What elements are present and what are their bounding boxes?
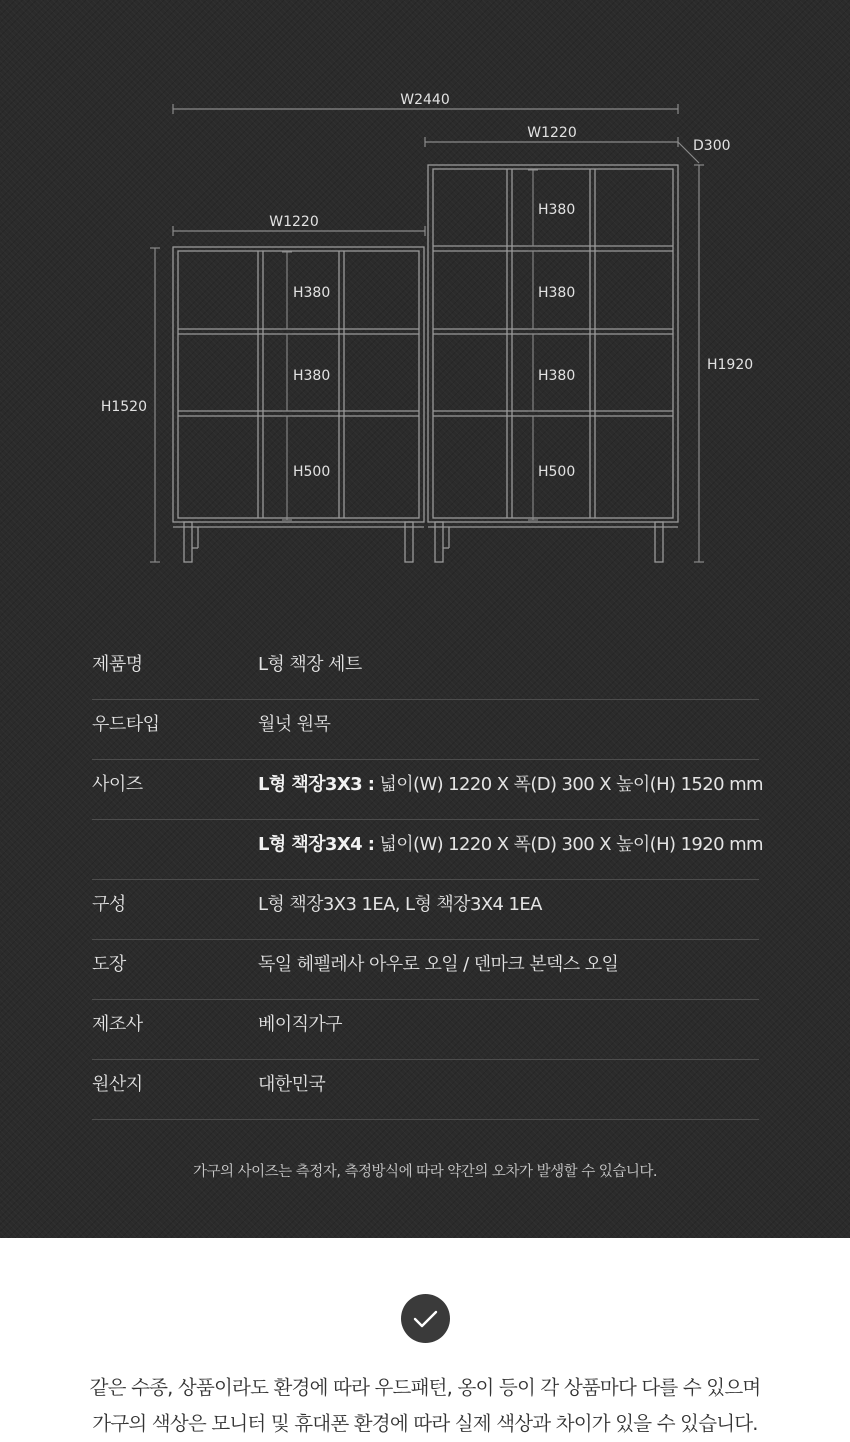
spec-row bbox=[92, 940, 759, 1000]
size-tolerance-note: 가구의 사이즈는 측정자, 측정방식에 따라 약간의 오차가 발생할 수 있습니다. bbox=[193, 1164, 657, 1180]
spec-value: L형 책장3X3 1EA, L형 책장3X4 1EA bbox=[258, 894, 542, 915]
large-row-height-1: H380 bbox=[538, 202, 576, 218]
large-width-label: W1220 bbox=[527, 125, 577, 141]
total-width-label: W2440 bbox=[400, 92, 450, 108]
large-row-height-4: H500 bbox=[538, 464, 576, 480]
small-row-height-1: H380 bbox=[293, 285, 331, 301]
spec-row bbox=[92, 880, 759, 940]
spec-value: L형 책장 세트 bbox=[258, 654, 362, 675]
spec-label: 원산지 bbox=[92, 1074, 143, 1095]
spec-label: 구성 bbox=[92, 894, 126, 915]
small-row-height-2: H380 bbox=[293, 368, 331, 384]
spec-row bbox=[92, 640, 759, 700]
large-row-height-3: H380 bbox=[538, 368, 576, 384]
small-width-label: W1220 bbox=[269, 214, 319, 230]
spec-row bbox=[92, 700, 759, 760]
check-icon bbox=[401, 1294, 450, 1343]
spec-dimensions: 넓이(W) 1220 X 폭(D) 300 X 높이(H) 1520 mm bbox=[379, 774, 763, 795]
spec-label: 도장 bbox=[92, 954, 126, 975]
spec-label: 우드타입 bbox=[92, 714, 160, 735]
small-height-label: H1520 bbox=[100, 399, 147, 415]
spec-label: 제조사 bbox=[92, 1014, 143, 1035]
spec-value: 베이직가구 bbox=[258, 1014, 342, 1035]
spec-label: 사이즈 bbox=[92, 774, 143, 795]
depth-label: D300 bbox=[693, 138, 731, 154]
wood-notice-line-1: 같은 수종, 상품이라도 환경에 따라 우드패턴, 옹이 등이 각 상품마다 다를 수 있으며 bbox=[89, 1376, 761, 1399]
small-row-height-3: H500 bbox=[293, 464, 331, 480]
spec-model-name: L형 책장3X4 : bbox=[258, 834, 375, 855]
spec-model-name: L형 책장3X3 : bbox=[258, 774, 375, 795]
wood-notice bbox=[0, 1370, 850, 1442]
spec-value bbox=[258, 830, 763, 856]
spec-row bbox=[92, 1060, 759, 1120]
large-row-height-2: H380 bbox=[538, 285, 576, 301]
spec-value: 월넛 원목 bbox=[258, 714, 331, 735]
spec-row bbox=[92, 1000, 759, 1060]
bookshelf-diagram bbox=[0, 0, 850, 600]
spec-label: 제품명 bbox=[92, 654, 143, 675]
spec-row bbox=[92, 760, 763, 820]
spec-value bbox=[258, 770, 763, 796]
spec-value: 독일 헤펠레사 아우로 오일 / 덴마크 본덱스 오일 bbox=[258, 954, 619, 975]
large-height-label: H1920 bbox=[707, 357, 754, 373]
wood-notice-line-2: 가구의 색상은 모니터 및 휴대폰 환경에 따라 실제 색상과 차이가 있을 수 있습니다. bbox=[92, 1412, 758, 1435]
spec-value: 대한민국 bbox=[258, 1074, 326, 1095]
spec-row bbox=[92, 820, 763, 880]
spec-table bbox=[92, 640, 763, 1120]
large-bookshelf bbox=[428, 165, 678, 562]
spec-dimensions: 넓이(W) 1220 X 폭(D) 300 X 높이(H) 1920 mm bbox=[379, 834, 763, 855]
